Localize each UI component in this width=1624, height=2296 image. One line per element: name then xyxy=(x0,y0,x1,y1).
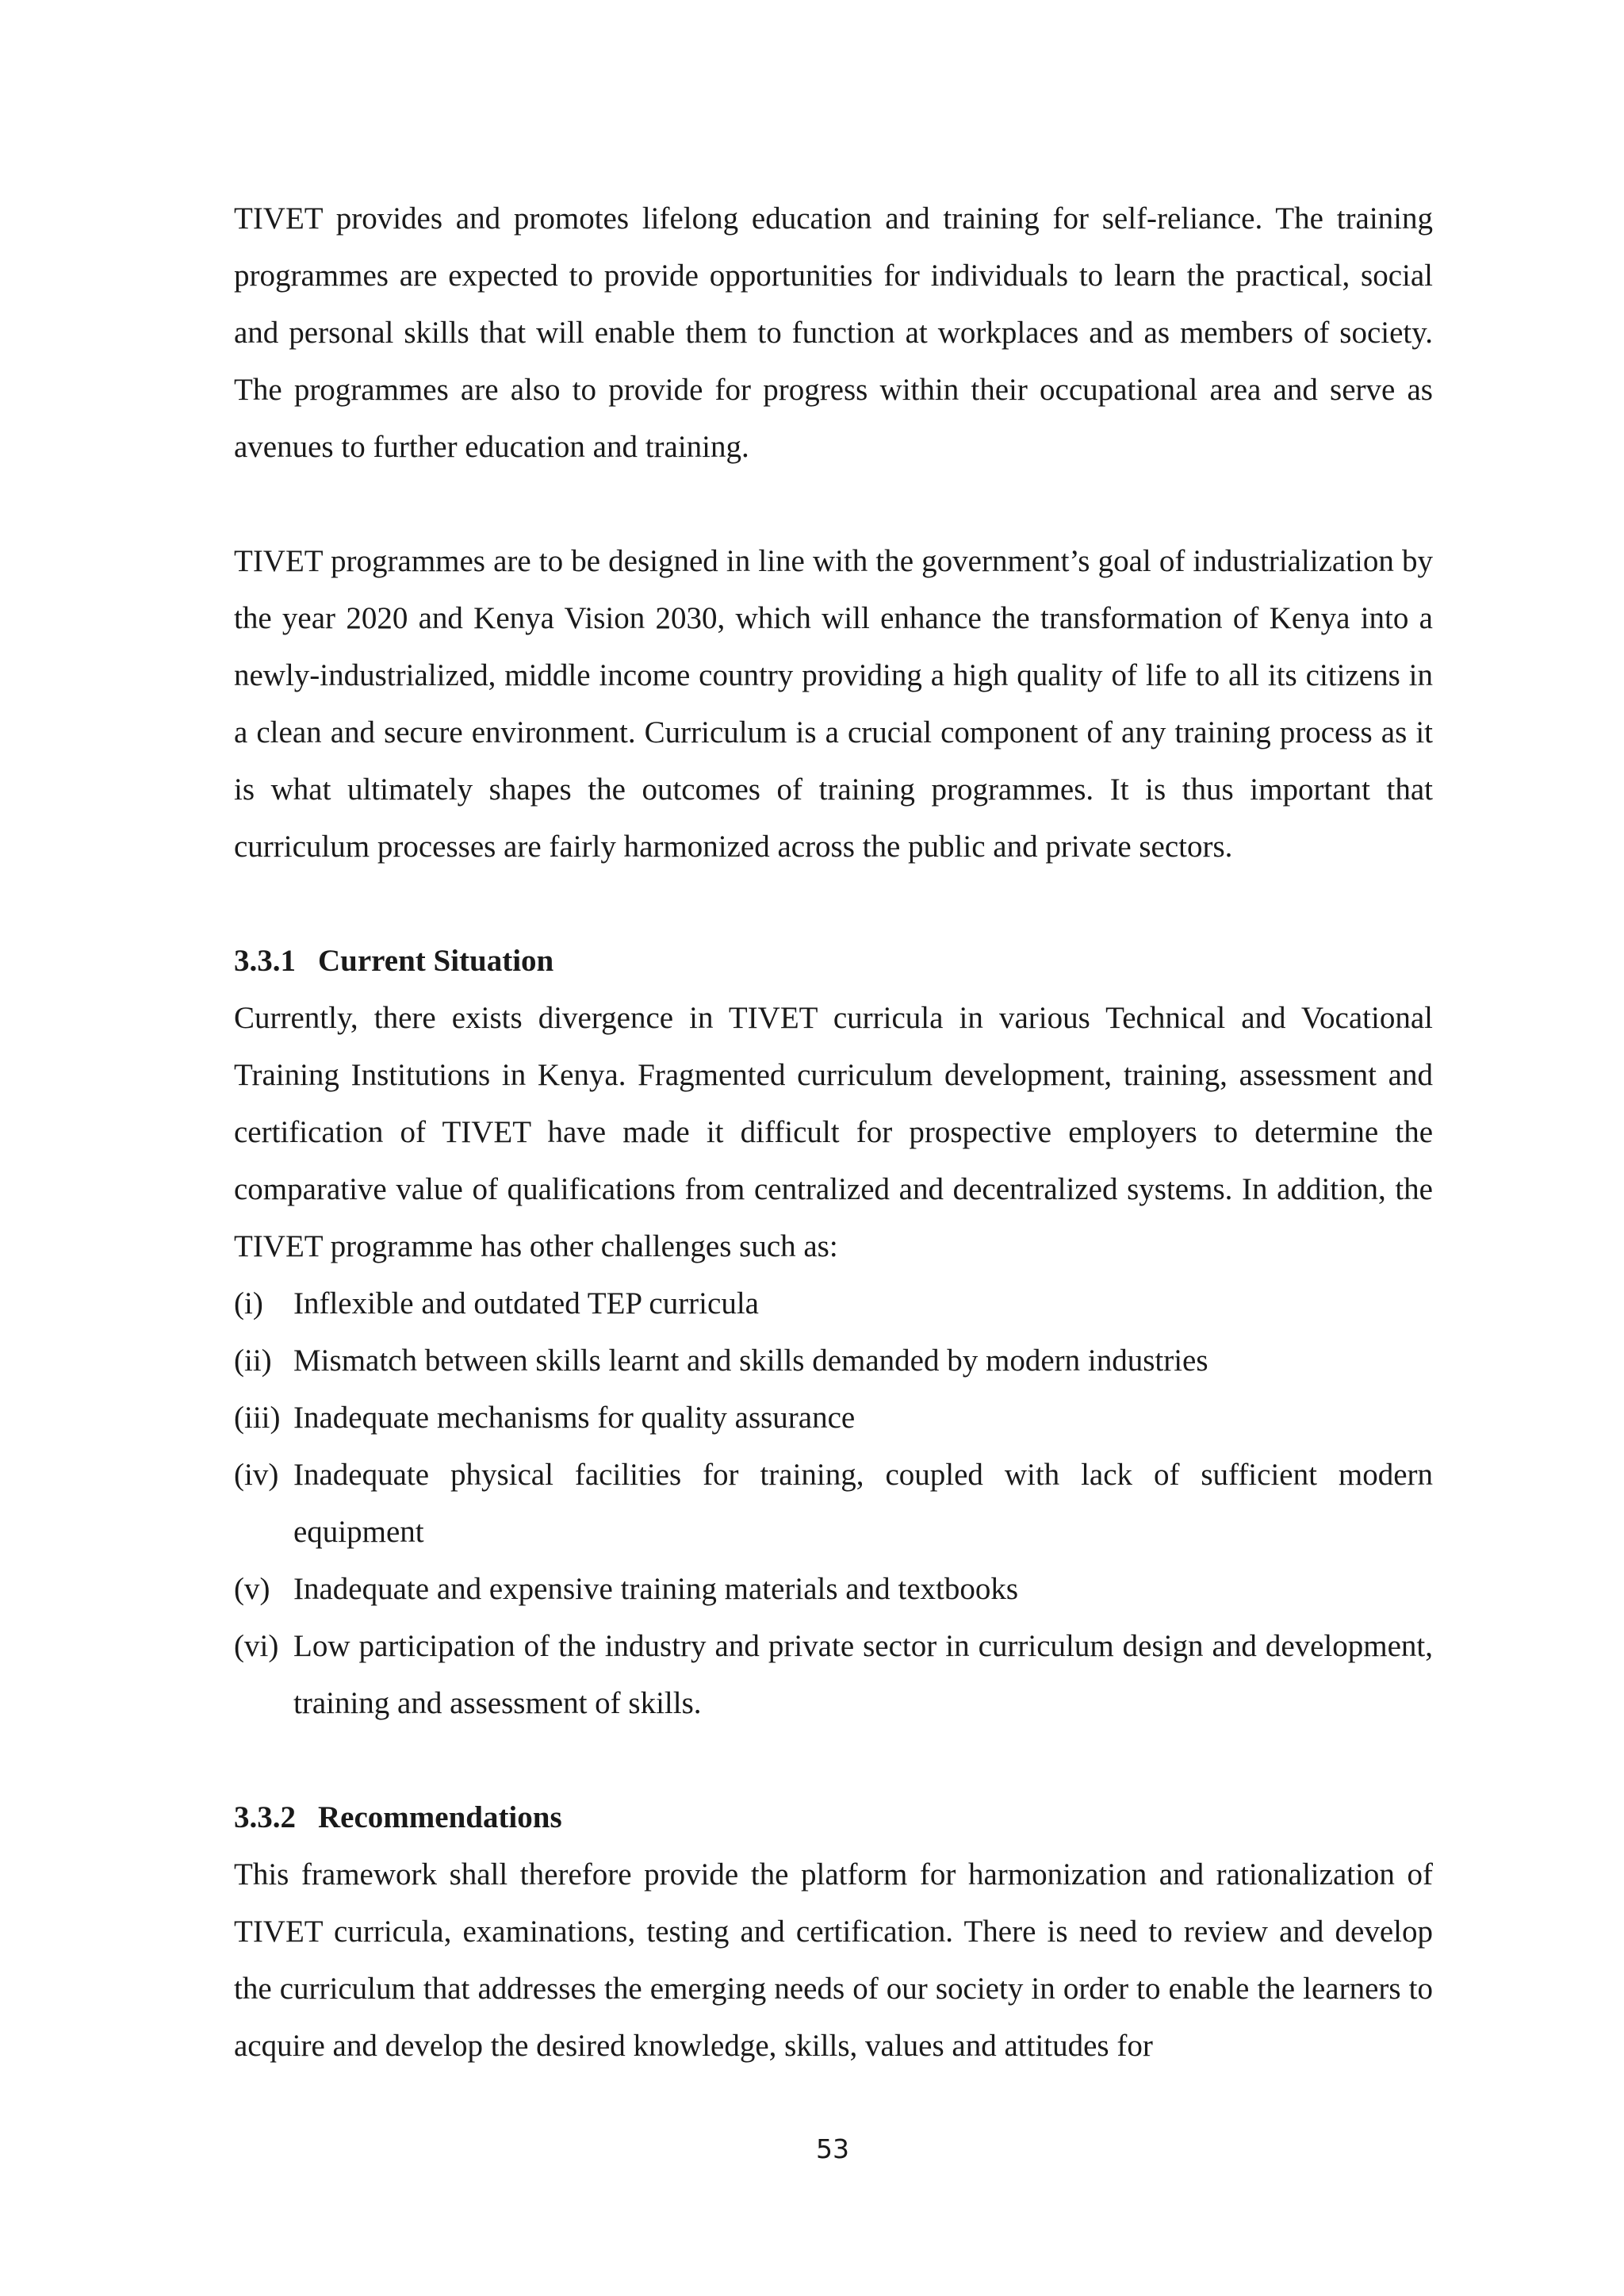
list-item-text: Inadequate mechanisms for quality assurance xyxy=(293,1401,856,1435)
section-title: Current Situation xyxy=(318,944,554,978)
list-item-text: Inadequate physical facilities for training, coupled with lack of sufficient modern equipment xyxy=(293,1458,1433,1549)
section-title: Recommendations xyxy=(318,1800,562,1834)
page-number: 53 xyxy=(816,2133,849,2164)
list-item xyxy=(234,1389,1433,1447)
paragraph-gap xyxy=(234,876,1433,933)
list-marker: (ii) xyxy=(234,1343,272,1378)
list-marker: (iv) xyxy=(234,1458,279,1492)
paragraph-recommendations: This framework shall therefore provide the platform for harmonization and rationalization of TIVET curricula, examinations, testing and certification. There is need to review and develop the curriculum that addresses the emerging needs of our society in order to enable the learners to acquire and develop the desired knowledge, skills, values and attitudes for xyxy=(234,1857,1433,2063)
list-marker: (iii) xyxy=(234,1401,281,1435)
list-item-text: Inflexible and outdated TEP curricula xyxy=(293,1286,759,1320)
paragraph-current-situation: Currently, there exists divergence in TIVET curricula in various Technical and Vocational Training Institutions in Kenya. Fragmented curriculum development, training, assessment and certification of TIVET have made it difficult for prospective employers to determine the comparative value of qualifications from centralized and decentralized systems. In addition, the TIVET programme has other challenges such as: xyxy=(234,1001,1433,1263)
document-page xyxy=(234,190,1433,2075)
section-heading-current-situation xyxy=(234,933,1433,990)
list-marker: (i) xyxy=(234,1286,263,1320)
list-item-text: Inadequate and expensive training materials and textbooks xyxy=(293,1572,1019,1606)
section-number: 3.3.1 xyxy=(234,944,296,978)
paragraph-lifelong-education: TIVET provides and promotes lifelong education and training for self-reliance. The training programmes are expected to provide opportunities for individuals to learn the practical, social and personal skills that will enable them to function at workplaces and as members of society. The programmes are also to provide for progress within their occupational area and serve as avenues to further education and training. xyxy=(234,201,1433,464)
list-item xyxy=(234,1275,1433,1332)
list-item xyxy=(234,1561,1433,1618)
section-heading-recommendations xyxy=(234,1789,1433,1846)
list-item-text: Mismatch between skills learnt and skills demanded by modern industries xyxy=(293,1343,1208,1378)
list-item xyxy=(234,1332,1433,1389)
section-number: 3.3.2 xyxy=(234,1800,296,1834)
paragraph-gap xyxy=(234,1732,1433,1789)
list-marker: (vi) xyxy=(234,1629,279,1663)
list-item xyxy=(234,1618,1433,1732)
list-marker: (v) xyxy=(234,1572,270,1606)
challenges-list xyxy=(234,1275,1433,1732)
list-item-text: Low participation of the industry and private sector in curriculum design and development, training and assessment of skills. xyxy=(293,1629,1433,1720)
list-item xyxy=(234,1447,1433,1561)
paragraph-vision-2030: TIVET programmes are to be designed in line with the government’s goal of industrialization by the year 2020 and Kenya Vision 2030, which will enhance the transformation of Kenya into a newly-industrialized, middle income country providing a high quality of life to all its citizens in a clean and secure environment. Curriculum is a crucial component of any training process as it is what ultimately shapes the outcomes of training programmes. It is thus important that curriculum processes are fairly harmonized across the public and private sectors. xyxy=(234,544,1433,864)
paragraph-gap xyxy=(234,476,1433,533)
